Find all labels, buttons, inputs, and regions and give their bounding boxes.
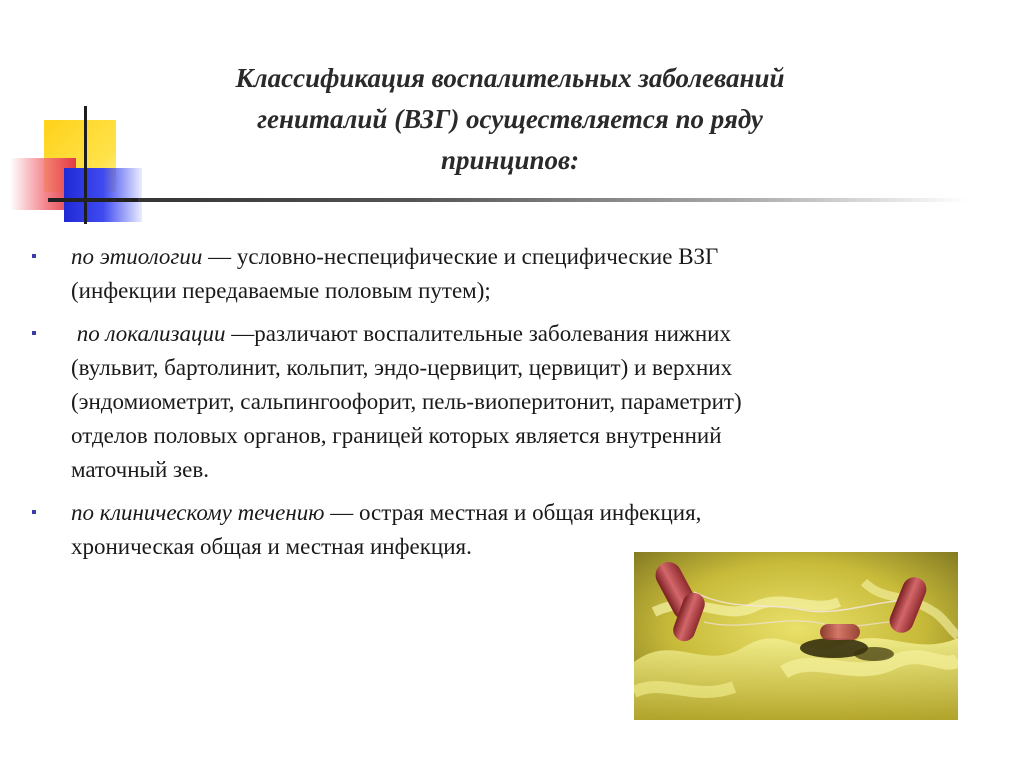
bullet-lead: по клиническому течению [71, 500, 325, 525]
bacteria-micrograph-image [634, 552, 958, 720]
bullet-text: (эндомиометрит, сальпингоофорит, пель-виоперитонит, параметрит) [71, 389, 742, 414]
slide-title [150, 58, 870, 181]
bullet-text: (инфекции передаваемые половым путем); [71, 278, 491, 303]
bullet-lead: по этиологии [71, 244, 203, 269]
title-line-2: гениталий (ВЗГ) осуществляется по ряду [257, 104, 763, 134]
bullet-list [30, 240, 910, 573]
bullet-lead: по локализации [71, 321, 226, 346]
decor-vertical-line [84, 106, 87, 224]
bullet-square-icon [32, 254, 36, 258]
bullet-etiology [30, 240, 910, 308]
bullet-localization [30, 317, 910, 487]
title-underline [48, 198, 968, 202]
bullet-text: (вульвит, бартолинит, кольпит, эндо-цервицит, цервицит) и верхних [71, 355, 733, 380]
title-line-3: принципов: [440, 145, 580, 175]
bullet-square-icon [32, 510, 36, 514]
bullet-text: — острая местная и общая инфекция, [324, 500, 702, 525]
decor-blue-square [64, 168, 142, 222]
micrograph-drawing [634, 552, 958, 720]
bullet-text: хроническая общая и местная инфекция. [71, 534, 472, 559]
title-underline-dark-segment [48, 198, 138, 202]
title-line-1: Классификация воспалительных заболеваний [235, 63, 785, 93]
bullet-text: отделов половых органов, границей которых является внутренний [71, 423, 722, 448]
bullet-text: — условно-неспецифические и специфические ВЗГ [202, 244, 719, 269]
bullet-square-icon [32, 331, 36, 335]
bullet-text: —различают воспалительные заболевания нижних [225, 321, 731, 346]
bullet-text: маточный зев. [71, 457, 209, 482]
